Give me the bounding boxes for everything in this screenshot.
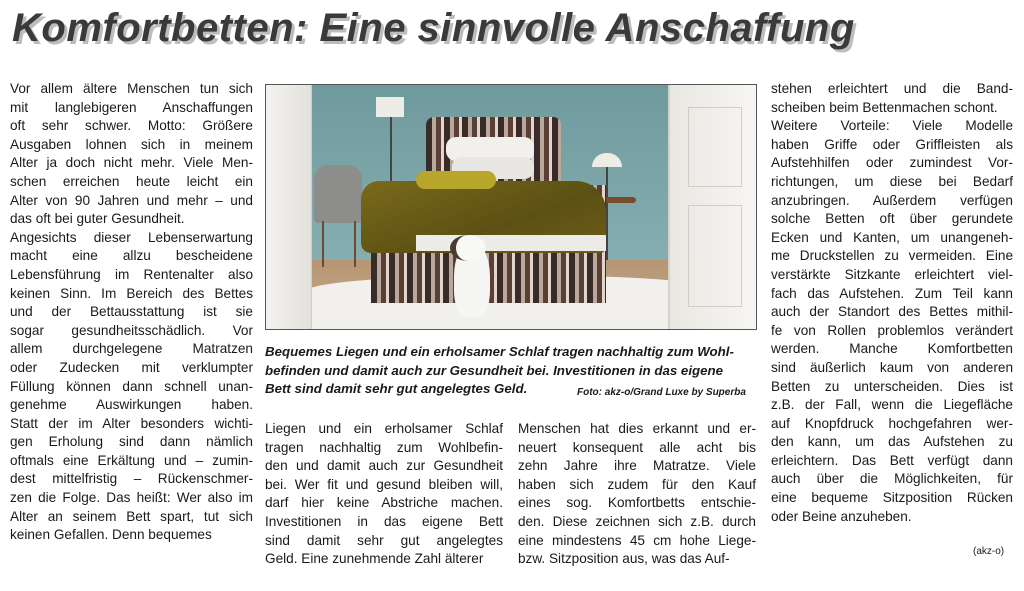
text-line: Ausgaben lohnen sich in meinem [10, 136, 253, 152]
text-line: sind damit sehr gut angelegtes [265, 532, 503, 548]
article-column-4 [771, 80, 1013, 526]
text-line: z.B. der Fall, wenn die Liegefläche [771, 397, 1013, 413]
text-line: neuert konsequent alle acht bis [518, 439, 756, 455]
text-line: eines sog. Komfortbetts entschie- [518, 495, 756, 511]
text-line: stehen erleichtert und die Band- [771, 81, 1013, 96]
text-line: bei. Wer fit und gesund bleiben will, [265, 476, 503, 492]
text-line: tragen nachhaltig zum Wohlbefin- [265, 439, 503, 455]
text-line: macht eine allzu bescheidene [10, 248, 253, 264]
text-line: haben sich zudem für den Kauf [518, 476, 756, 492]
text-line: das oft bei guter Gesundheit. [10, 211, 185, 227]
text-line: auch der Standort des Bettes mithil- [771, 304, 1013, 320]
article-column-1 [10, 80, 253, 545]
text-line: Statt der im Alter besonders wichti- [10, 415, 253, 431]
text-line: eine bequeme Sitzposition Rücken [771, 490, 1013, 506]
source-note: (akz-o) [973, 546, 1005, 557]
text-line: zen die Folge. Das heißt: Wer also im [10, 490, 253, 506]
caption-line: befinden und damit auch zur Gesundheit bei. Investitionen in das eigene [265, 362, 724, 378]
text-line: allem durchgelegene Matratzen [10, 341, 253, 357]
bed-photo [265, 84, 757, 330]
article-column-2 [265, 420, 503, 569]
text-line: keinen Gefallen. Denn bequemes [10, 527, 212, 543]
text-line: scheiben beim Bettenmachen schont. [771, 99, 998, 115]
text-line: fach das Aufstehen. Zum Teil kann [771, 285, 1013, 301]
text-line: mit langlebigeren Anschaffungen [10, 99, 253, 115]
text-line: eine mindestens 45 cm hohe Liege- [518, 532, 756, 548]
text-line: sind äußerlich kaum von anderen [771, 359, 1013, 375]
text-line: Weitere Vorteile: Viele Modelle [771, 118, 1013, 134]
text-line: Alter an seinem Bett spart, tut sich [10, 508, 253, 524]
text-line: Liegen und ein erholsamer Schlaf [265, 421, 503, 436]
text-line: den und damit auch zur Gesundheit [265, 458, 503, 474]
text-line: Betten zu unterscheiden. Dies ist [771, 378, 1013, 394]
text-line: verstärkte Sitzkante erleichtert viel- [771, 266, 1013, 282]
text-line: oftmals eine Erkältung und – zumin- [10, 452, 253, 468]
text-line: zehn Jahre ihre Matratze. Viele [518, 458, 756, 474]
text-line: genehme Auswirkungen haben. [10, 397, 253, 413]
text-line: oder Zudecken mit verklumpter [10, 359, 253, 375]
text-line: keinen Sinn. Im Bereich des Bettes [10, 285, 253, 301]
text-line: Investitionen in das eigene Bett [265, 513, 503, 529]
text-line: Füllung können dann schnell unan- [10, 378, 253, 394]
text-line: Vor allem ältere Menschen tun sich [10, 81, 253, 96]
caption-line: Bequemes Liegen und ein erholsamer Schlaf tragen nachhaltig zum Wohl- [265, 344, 734, 359]
text-line: Angesichts dieser Lebenserwartung [10, 229, 253, 245]
text-line: Alter ja doch nicht mehr. Viele Men- [10, 155, 253, 171]
text-line: Aufstehhilfen oder zumindest Vor- [771, 155, 1013, 171]
text-line: Lebensführung im Rentenalter also [10, 266, 253, 282]
text-line: und der Bettausstattung ist sie [10, 304, 253, 320]
caption-line: Bett sind damit sehr gut angelegtes Geld. [265, 381, 528, 397]
text-line: Geld. Eine zunehmende Zahl älterer [265, 551, 484, 567]
text-line: darf hier keine Abstriche machen. [265, 495, 503, 511]
text-line: auch über die Möglichkeiten, für [771, 471, 1013, 487]
article-title: Komfortbetten: Eine sinnvolle Anschaffung [12, 6, 855, 50]
text-line: oft sehr schwer. Motto: Größere [10, 118, 253, 134]
text-line: bzw. Sitzposition aus, was das Auf- [518, 551, 730, 567]
text-line: den. Diese zeichnen sich z.B. durch [518, 513, 756, 529]
text-line: haben Griffe oder Griffleisten als [771, 136, 1013, 152]
text-line: fe von Rollen problemlos verändert [771, 322, 1013, 338]
text-line: Ecken und Kanten, um unangeneh- [771, 229, 1013, 245]
text-line: Alter von 90 Jahren und mehr – und [10, 192, 253, 208]
text-line: werden. Manche Komfortbetten [771, 341, 1013, 357]
text-line: sogar gesundheitsschädlich. Vor [10, 322, 253, 338]
text-line: oder Beine anzuheben. [771, 508, 912, 524]
text-line: schen erreichen heute leicht ein [10, 173, 253, 189]
text-line: erleichtern. Das Bett verfügt dann [771, 452, 1013, 468]
text-line: dest mittelfristig – Rückenschmer- [10, 471, 253, 487]
article-column-3 [518, 420, 756, 569]
text-line: anzubringen. Außerdem verfügen [771, 192, 1013, 208]
text-line: Menschen hat dies erkannt und er- [518, 421, 756, 436]
text-line: auf Knopfdruck hochgefahren wer- [771, 415, 1013, 431]
text-line: me Druckstellen zu vermeiden. Eine [771, 248, 1013, 264]
photo-credit: Foto: akz-o/Grand Luxe by Superba [577, 387, 746, 398]
text-line: den kann, um das Aufstehen zu [771, 434, 1013, 450]
text-line: richtungen, um diese bei Bedarf [771, 173, 1013, 189]
text-line: gen Erholung sind dann nämlich [10, 434, 253, 450]
text-line: solche Betten oft über gerundete [771, 211, 1013, 227]
